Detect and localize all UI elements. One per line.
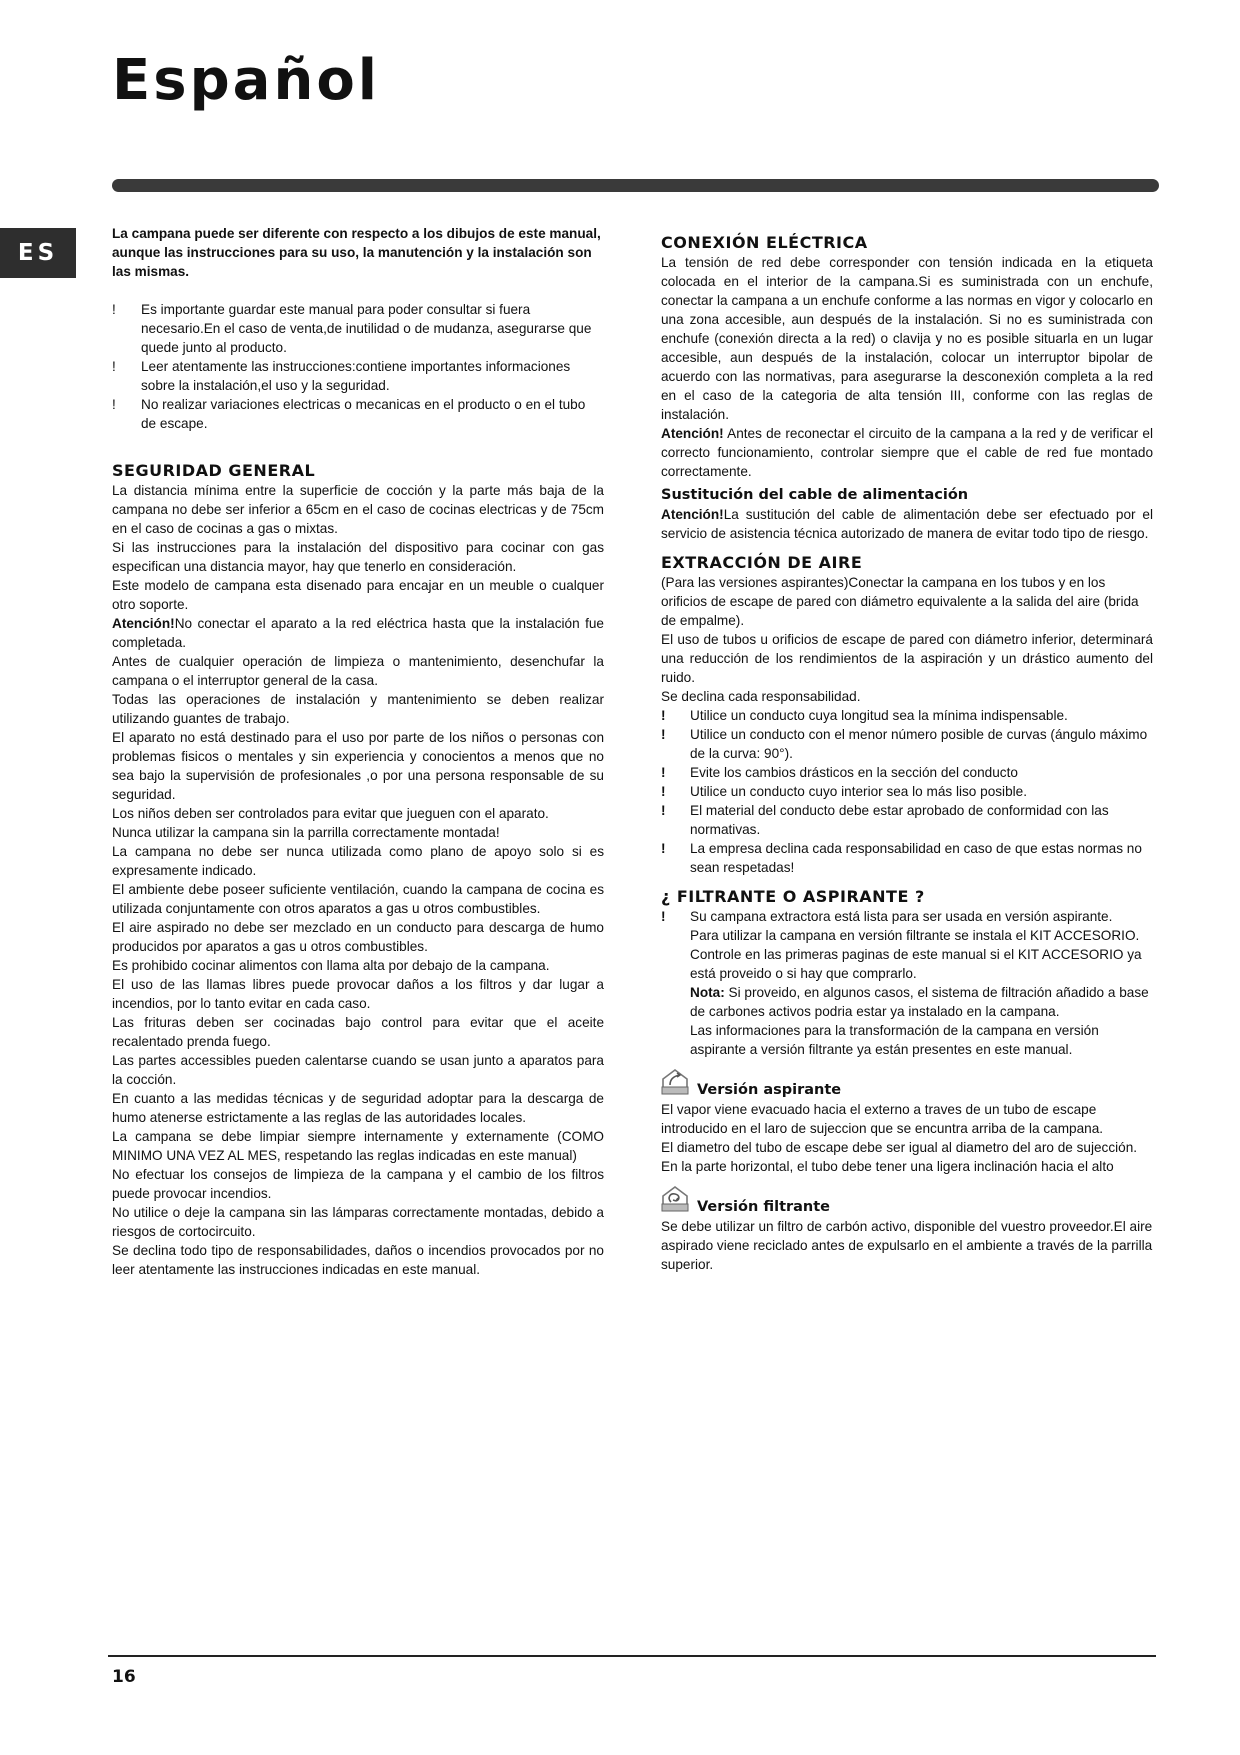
paragraph: Todas las operaciones de instalación y mantenimiento se deben realizar utilizando guantes de trabajo.: [112, 692, 604, 726]
paragraph: Se declina todo tipo de responsabilidades, daños o incendios provocados por no leer atentamente las instrucciones indicadas en este manual.: [112, 1243, 604, 1277]
paragraph: La campana se debe limpiar siempre internamente y externamente (COMO MINIMO UNA VEZ AL MES, respetando las reglas indicadas en este manual): [112, 1129, 604, 1163]
header-divider: [112, 179, 1159, 192]
list-item: ! Su campana extractora está lista para ser usada en versión aspirante. Para utilizar la campana en versión filtrante se instala el KIT ACCESORIO. Controle en las primeras paginas de este manual si el KIT ACCESORIO ya está proveido o si hay que comprarlo. Nota: Si proveido, en algunos casos, el sistema de filtración añadido a base de carbones activos podria estar ya instalado en la campana. Las informaciones para la transformación de la campana en versión aspirante a versión filtrante ya están presentes en este manual.: [661, 909, 1149, 1057]
subheading-cable: Sustitución del cable de alimentación: [661, 487, 969, 503]
intro-text: La campana puede ser diferente con respecto a los dibujos de este manual, aunque las instrucciones para su uso, la manutención y la instalación son las mismas.: [112, 226, 601, 279]
paragraph: En cuanto a las medidas técnicas y de seguridad adoptar para la descarga de humo atenerse estrictamente a las reglas de las autoridades locales.: [112, 1091, 604, 1125]
paragraph: Los niños deben ser controlados para evitar que jueguen con el aparato.: [112, 806, 549, 821]
paragraph: (Para las versiones aspirantes)Conectar la campana en los tubos y en los orificios de escape de pared con diámetro equivalente a la salida del aire (brida de empalme).: [661, 575, 1139, 628]
right-column: [661, 233, 1153, 1274]
hood-exhaust-icon: [661, 1067, 697, 1100]
paragraph: El uso de las llamas libres puede provocar daños a los filtros y dar lugar a incendios, por lo tanto evitar en cada caso.: [112, 977, 604, 1011]
filter-list: [661, 907, 1153, 1059]
subheading-filtrante: Versión filtrante: [697, 1199, 831, 1215]
paragraph: El aire aspirado no debe ser mezclado en un conducto para descarga de humo producidos por aparatos a gas u otros combustibles.: [112, 920, 604, 954]
left-column: [112, 224, 604, 1279]
paragraph: La tensión de red debe corresponder con tensión indicada en la etiqueta colocada en el interior de la campana.Si es suministrada con un enchufe, conectar la campana a un enchufe conforme a las normas en vigor y colocarlo en una zona accesible, aun después de la instalación. Si no es suministrada con enchufe (conexión directa a la red) o clavija y no es posible situarla en un lugar accesible, aun después de la instalación, colocar un interruptor bipolar de acuerdo con las normativas, para asegurarse la desconexión completa a la red en el caso de la categoria de alta tensión III, conforme con las reglas de instalación.: [661, 255, 1153, 422]
list-item: ! La empresa declina cada responsabilidad en caso de que estas normas no sean respetadas!: [661, 841, 1142, 875]
section-heading-air-extraction: EXTRACCIÓN DE AIRE: [661, 553, 863, 572]
paragraph: No efectuar los consejos de limpieza de la campana y el cambio de los filtros puede provocar incendios.: [112, 1167, 604, 1201]
paragraph: Las frituras deben ser cocinadas bajo control para evitar que el aceite recalentado prenda fuego.: [112, 1015, 604, 1049]
paragraph: Se declina cada responsabilidad.: [661, 689, 861, 704]
attention-paragraph: Atención! Antes de reconectar el circuito de la campana a la red y de verificar el correcto funcionamiento, controlar siempre que el cable de red fue montado correctamente.: [661, 426, 1153, 479]
paragraph: Antes de cualquier operación de limpieza o mantenimiento, desenchufar la campana o el interruptor general de la casa.: [112, 654, 604, 688]
paragraph: Se debe utilizar un filtro de carbón activo, disponible del vuestro proveedor.El aire aspirado viene reciclado antes de expulsarlo en el ambiente a través de la parrilla superior.: [661, 1219, 1153, 1272]
paragraph: En la parte horizontal, el tubo debe tener una ligera inclinación hacia el alto: [661, 1159, 1114, 1174]
paragraph: La campana no debe ser nunca utilizada como plano de apoyo solo si es expresamente indicado.: [112, 844, 604, 878]
language-tab: ES: [0, 228, 76, 278]
list-item: ! Utilice un conducto cuya longitud sea la mínima indispensable.: [661, 708, 1068, 723]
list-item: ! Utilice un conducto con el menor número posible de curvas (ángulo máximo de la curva: 90°).: [661, 727, 1148, 761]
list-item: ! No realizar variaciones electricas o mecanicas en el producto o en el tubo de escape.: [112, 397, 586, 431]
intro-notes: [112, 300, 604, 433]
paragraph: Este modelo de campana esta disenado para encajar en un meuble o cualquer otro soporte.: [112, 578, 604, 612]
air-extraction-list: [661, 706, 1153, 877]
list-item: ! El material del conducto debe estar aprobado de conformidad con las normativas.: [661, 803, 1109, 837]
section-heading-safety: SEGURIDAD GENERAL: [112, 461, 316, 480]
attention-paragraph: Atención!La sustitución del cable de alimentación debe ser efectuado por el servicio de asistencia técnica autorizado de manera de evitar todo tipo de riesgo.: [661, 507, 1153, 541]
list-item: ! Es importante guardar este manual para poder consultar si fuera necesario.En el caso de venta,de inutilidad o de mudanza, asegurarse que quede junto al producto.: [112, 302, 592, 355]
paragraph: El diametro del tubo de escape debe ser igual al diametro del aro de sujección.: [661, 1140, 1138, 1155]
list-item: ! Leer atentamente las instrucciones:contiene importantes informaciones sobre la instalación,el uso y la seguridad.: [112, 359, 571, 393]
paragraph: No utilice o deje la campana sin las lámparas correctamente montadas, debido a riesgos de cortocircuito.: [112, 1205, 604, 1239]
paragraph: Si las instrucciones para la instalación del dispositivo para cocinar con gas especifican una distancia mayor, hay que tenerlo en consideración.: [112, 540, 604, 574]
attention-paragraph: Atención!No conectar el aparato a la red eléctrica hasta que la instalación fue completada.: [112, 616, 604, 650]
section-heading-electrical: CONEXIÓN ELÉCTRICA: [661, 233, 868, 252]
list-item: ! Utilice un conducto cuyo interior sea lo más liso posible.: [661, 784, 1027, 799]
paragraph: El ambiente debe poseer suficiente ventilación, cuando la campana de cocina es utilizada conjuntamente con otros aparatos a gas u otros combustibles.: [112, 882, 604, 916]
section-heading-filter-or-suction: ¿ FILTRANTE O ASPIRANTE ?: [661, 887, 925, 906]
footer-divider: [108, 1655, 1156, 1657]
paragraph: Nunca utilizar la campana sin la parrilla correctamente montada!: [112, 825, 500, 840]
subheading-aspirante: Versión aspirante: [697, 1082, 842, 1098]
page-title: Español: [112, 48, 380, 113]
hood-recirculation-icon: [661, 1184, 697, 1217]
paragraph: El vapor viene evacuado hacia el externo a traves de un tubo de escape introducido en el laro de sujeccion que se encuntra arriba de la campana.: [661, 1102, 1104, 1136]
list-item: ! Evite los cambios drásticos en la sección del conducto: [661, 765, 1018, 780]
aspirante-heading-row: [661, 1067, 1153, 1100]
filtrante-heading-row: [661, 1184, 1153, 1217]
paragraph: El uso de tubos u orificios de escape de pared con diámetro inferior, determinará una reducción de los rendimientos de la aspiración y un drástico aumento del ruido.: [661, 632, 1153, 685]
paragraph: El aparato no está destinado para el uso por parte de los niños o personas con problemas fisicos o mentales y sin experiencia y conocientos a menos que no sea bajo la supervisión de profesionales ,o por una persona responsable de su seguridad.: [112, 730, 604, 802]
page-number: 16: [112, 1667, 136, 1687]
paragraph: Las partes accessibles pueden calentarse cuando se usan junto a aparatos para la cocción.: [112, 1053, 604, 1087]
paragraph: Es prohibido cocinar alimentos con llama alta por debajo de la campana.: [112, 958, 550, 973]
paragraph: La distancia mínima entre la superficie de cocción y la parte más baja de la campana no debe ser inferior a 65cm en el caso de cocinas electricas y de 75cm en el caso de cocinas a gas o mixtas.: [112, 483, 604, 536]
